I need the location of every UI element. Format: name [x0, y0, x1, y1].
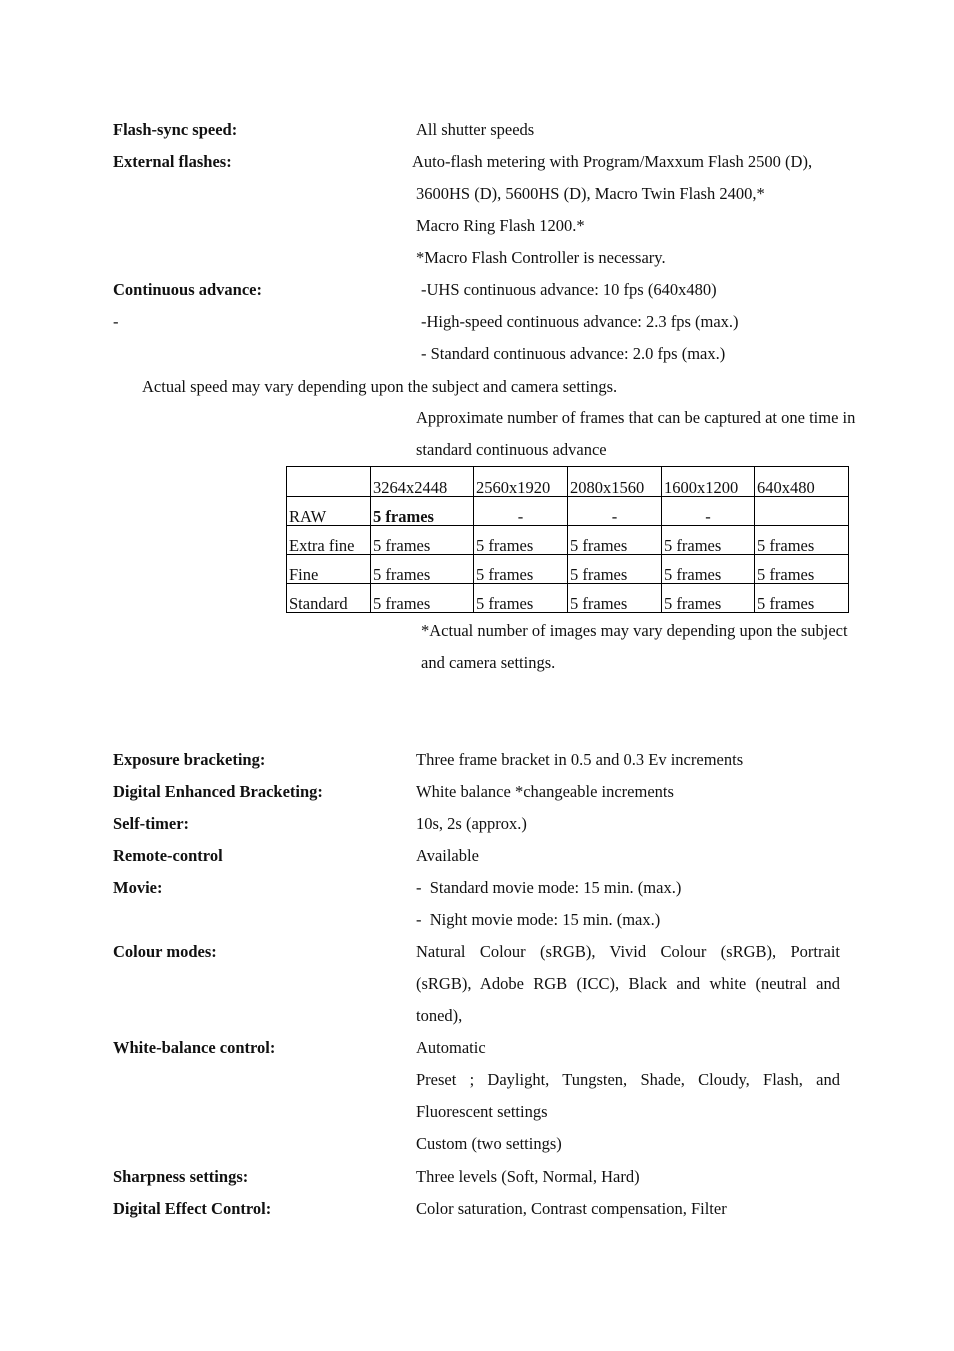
sharpness-label: Sharpness settings:: [113, 1167, 249, 1186]
frames-intro-line-1: Approximate number of frames that can be captured at one time in: [416, 408, 856, 427]
frames-table: [286, 466, 849, 613]
table-cell: 5 frames: [568, 526, 662, 555]
continuous-advance-uhs: -UHS continuous advance: 10 fps (640x480): [421, 280, 717, 299]
remote-control-label: Remote-control: [113, 846, 223, 865]
external-flashes-value-1: Auto-flash metering with Program/Maxxum Flash 2500 (D),: [412, 152, 813, 171]
digital-effect-label: Digital Effect Control:: [113, 1199, 272, 1218]
table-header-cell: 640x480: [755, 467, 849, 497]
white-balance-preset: Preset ; Daylight, Tungsten, Shade, Cloudy, Flash, and: [416, 1070, 840, 1089]
table-cell: -: [662, 497, 755, 526]
continuous-advance-high-speed: -High-speed continuous advance: 2.3 fps (max.): [421, 312, 739, 331]
table-cell: 5 frames: [474, 584, 568, 613]
table-row: [287, 555, 849, 584]
external-flashes-label: External flashes:: [113, 152, 232, 171]
deb-value: White balance *changeable increments: [416, 782, 674, 801]
movie-night-value: - Night movie mode: 15 min. (max.): [416, 910, 661, 929]
table-cell: [755, 497, 849, 526]
table-header-cell: 1600x1200: [662, 467, 755, 497]
table-header-cell: 2560x1920: [474, 467, 568, 497]
colour-modes-line-1: Natural Colour (sRGB), Vivid Colour (sRGB), Portrait: [416, 942, 840, 961]
sharpness-value: Three levels (Soft, Normal, Hard): [416, 1167, 640, 1186]
table-cell: 5 frames: [371, 555, 474, 584]
table-header-cell: [287, 467, 371, 497]
dash-marker: -: [113, 312, 119, 331]
movie-label: Movie:: [113, 878, 163, 897]
white-balance-automatic: Automatic: [416, 1038, 486, 1057]
table-cell: Extra fine: [287, 526, 371, 555]
flash-sync-label: Flash-sync speed:: [113, 120, 238, 139]
deb-label: Digital Enhanced Bracketing:: [113, 782, 323, 801]
table-cell: 5 frames: [474, 555, 568, 584]
white-balance-custom: Custom (two settings): [416, 1134, 562, 1153]
table-row: [287, 584, 849, 613]
self-timer-label: Self-timer:: [113, 814, 190, 833]
continuous-advance-standard: - Standard continuous advance: 2.0 fps (max.): [421, 344, 726, 363]
table-cell: -: [474, 497, 568, 526]
table-cell: 5 frames: [371, 497, 474, 526]
table-cell: 5 frames: [755, 555, 849, 584]
white-balance-label: White-balance control:: [113, 1038, 276, 1057]
table-cell: 5 frames: [371, 584, 474, 613]
table-cell: RAW: [287, 497, 371, 526]
continuous-advance-label: Continuous advance:: [113, 280, 262, 299]
flash-sync-value: All shutter speeds: [416, 120, 535, 139]
self-timer-value: 10s, 2s (approx.): [416, 814, 527, 833]
table-cell: Standard: [287, 584, 371, 613]
digital-effect-value: Color saturation, Contrast compensation, Filter: [416, 1199, 727, 1218]
table-row: [287, 497, 849, 526]
external-flashes-value-3: Macro Ring Flash 1200.*: [416, 216, 585, 235]
white-balance-fluorescent: Fluorescent settings: [416, 1102, 548, 1121]
table-cell: 5 frames: [371, 526, 474, 555]
images-note-line-1: *Actual number of images may vary depending upon the subject: [421, 621, 848, 640]
colour-modes-label: Colour modes:: [113, 942, 217, 961]
table-cell: 5 frames: [755, 584, 849, 613]
table-cell: 5 frames: [662, 526, 755, 555]
table-cell: -: [568, 497, 662, 526]
table-cell: 5 frames: [474, 526, 568, 555]
table-header-cell: 2080x1560: [568, 467, 662, 497]
frames-intro-line-2: standard continuous advance: [416, 440, 607, 459]
exposure-bracketing-value: Three frame bracket in 0.5 and 0.3 Ev increments: [416, 750, 744, 769]
colour-modes-line-3: toned),: [416, 1006, 463, 1025]
colour-modes-line-2: (sRGB), Adobe RGB (ICC), Black and white (neutral and: [416, 974, 840, 993]
table-cell: 5 frames: [568, 584, 662, 613]
table-cell: 5 frames: [568, 555, 662, 584]
movie-standard-value: - Standard movie mode: 15 min. (max.): [416, 878, 682, 897]
remote-control-value: Available: [416, 846, 479, 865]
images-note-line-2: and camera settings.: [421, 653, 556, 672]
external-flashes-note: *Macro Flash Controller is necessary.: [416, 248, 666, 267]
external-flashes-value-2: 3600HS (D), 5600HS (D), Macro Twin Flash 2400,*: [416, 184, 765, 203]
exposure-bracketing-label: Exposure bracketing:: [113, 750, 266, 769]
table-row: [287, 526, 849, 555]
table-cell: 5 frames: [662, 584, 755, 613]
speed-note: Actual speed may vary depending upon the subject and camera settings.: [142, 377, 618, 396]
table-cell: 5 frames: [755, 526, 849, 555]
table-header-cell: 3264x2448: [371, 467, 474, 497]
table-cell: 5 frames: [662, 555, 755, 584]
table-cell: Fine: [287, 555, 371, 584]
table-header-row: [287, 467, 849, 497]
